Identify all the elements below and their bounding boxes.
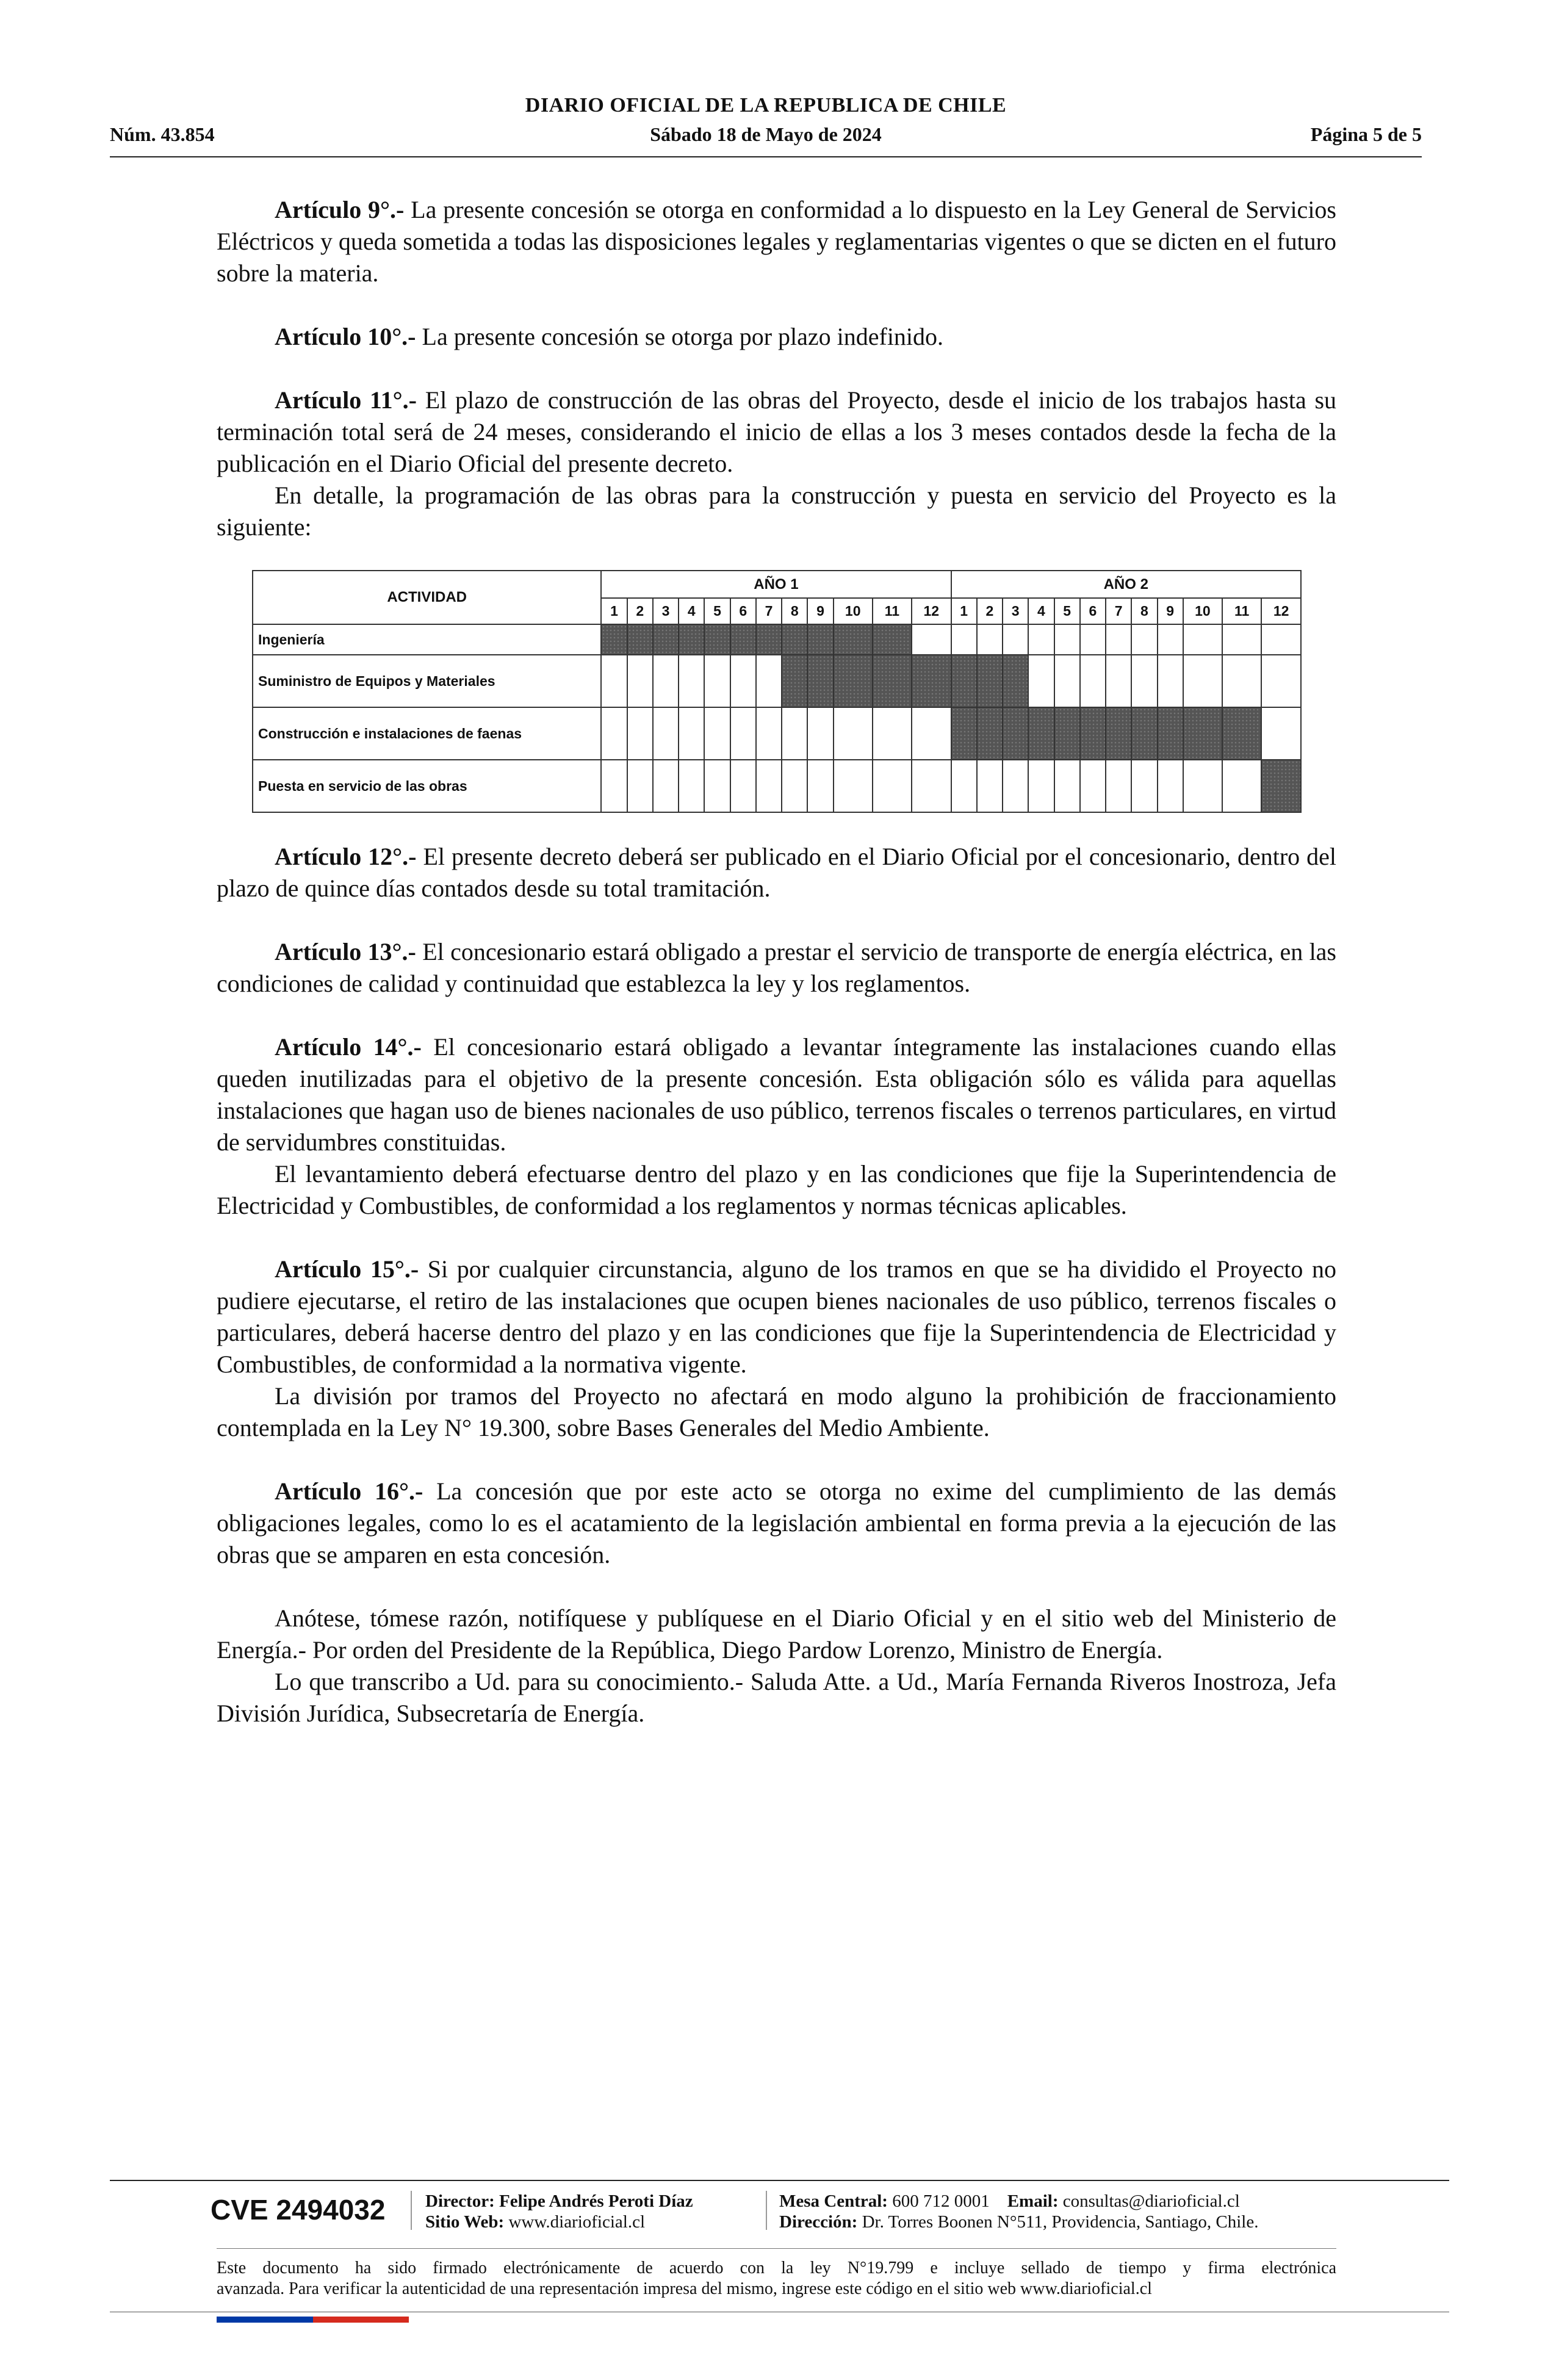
month-header: 5 [704, 598, 730, 624]
schedule-empty-cell [679, 760, 704, 812]
schedule-empty-cell [1222, 760, 1261, 812]
schedule-bar-cell [912, 655, 951, 707]
schedule-empty-cell [601, 760, 627, 812]
schedule-empty-cell [1131, 760, 1157, 812]
footer-director-block [425, 2191, 693, 2232]
schedule-row [253, 760, 1301, 812]
schedule-empty-cell [601, 707, 627, 760]
page-number: Página 5 de 5 [1310, 123, 1422, 145]
header-rule [110, 156, 1422, 157]
schedule-row [253, 655, 1301, 707]
schedule-empty-cell [1080, 624, 1106, 655]
schedule-empty-cell [977, 624, 1003, 655]
email-label: Email: [1007, 2191, 1059, 2211]
legal-notice-line: Este documento ha sido firmado electrónicamente de acuerdo con la ley N°19.799 e incluye sellado de tiempo y firma electrónica [217, 2259, 1336, 2277]
activity-column-header: ACTIVIDAD [253, 571, 601, 624]
schedule-empty-cell [782, 760, 807, 812]
schedule-empty-cell [1158, 760, 1183, 812]
article-10-text: La presente concesión se otorga por plazo indefinido. [416, 323, 944, 350]
address-text: Dr. Torres Boonen N°511, Providencia, Santiago, Chile. [862, 2212, 1259, 2232]
cve-code: CVE 2494032 [211, 2194, 386, 2226]
article-9 [217, 194, 1336, 289]
schedule-empty-cell [1261, 655, 1301, 707]
article-15-text: Si por cualquier circunstancia, alguno de los tramos en que se ha dividido el Proyecto no pudiere ejecutarse, el retiro de las instalaciones que ocupen bienes nacionales de uso público, terrenos fiscales o particulares, deberá hacerse dentro del plazo y en las condiciones que fije la Superintendencia de Electricidad y Combustibles, de conformidad a la normativa vigente. [217, 1255, 1336, 1378]
month-header: 2 [627, 598, 653, 624]
schedule-empty-cell [704, 707, 730, 760]
schedule-bar-cell [1003, 707, 1028, 760]
year-header: AÑO 2 [951, 571, 1301, 598]
article-9-title: Artículo 9°.- [275, 196, 405, 223]
schedule-bar-cell [627, 624, 653, 655]
month-header: 6 [730, 598, 756, 624]
month-header: 10 [1183, 598, 1222, 624]
activity-label: Suministro de Equipos y Materiales [253, 655, 601, 707]
schedule-empty-cell [807, 760, 833, 812]
schedule-empty-cell [730, 655, 756, 707]
schedule-empty-cell [1054, 655, 1080, 707]
schedule-bar-cell [873, 624, 912, 655]
article-11-title: Artículo 11°.- [275, 386, 417, 414]
article-11-paragraph-2: En detalle, la programación de las obras para la construcción y puesta en servicio del Proyecto es la siguiente: [217, 481, 1336, 541]
schedule-empty-cell [1222, 655, 1261, 707]
schedule-empty-cell [873, 707, 912, 760]
article-12-title: Artículo 12°.- [275, 843, 417, 870]
footer-top-rule [110, 2180, 1449, 2181]
schedule-empty-cell [1183, 624, 1222, 655]
article-15 [217, 1253, 1336, 1380]
month-header: 1 [601, 598, 627, 624]
month-header: 7 [1106, 598, 1131, 624]
schedule-empty-cell [912, 707, 951, 760]
schedule-empty-cell [627, 760, 653, 812]
schedule-empty-cell [627, 707, 653, 760]
schedule-empty-cell [756, 655, 782, 707]
schedule-empty-cell [730, 707, 756, 760]
schedule-empty-cell [1261, 707, 1301, 760]
schedule-empty-cell [951, 624, 977, 655]
schedule-bar-cell [653, 624, 679, 655]
schedule-bar-cell [873, 655, 912, 707]
schedule-empty-cell [1131, 624, 1157, 655]
schedule-bar-cell [1222, 707, 1261, 760]
month-header: 4 [1028, 598, 1054, 624]
month-header: 2 [977, 598, 1003, 624]
article-13-text: El concesionario estará obligado a prestar el servicio de transporte de energía eléctrica, en las condiciones de calidad y continuidad que establezca la ley y los reglamentos. [217, 938, 1336, 997]
schedule-empty-cell [1028, 655, 1054, 707]
month-header: 11 [873, 598, 912, 624]
schedule-empty-cell [1131, 655, 1157, 707]
schedule-bar-cell [601, 624, 627, 655]
article-12-text: El presente decreto deberá ser publicado en el Diario Oficial por el concesionario, dentro del plazo de quince días contados desde su total tramitación. [217, 843, 1336, 902]
article-9-text: La presente concesión se otorga en conformidad a lo dispuesto en la Ley General de Servicios Eléctricos y queda sometida a todas las disposiciones legales y reglamentarias vigentes o que se dicten en el futuro sobre la materia. [217, 196, 1336, 287]
schedule-empty-cell [1054, 760, 1080, 812]
schedule-empty-cell [912, 760, 951, 812]
document-body [217, 194, 1336, 1729]
month-header: 4 [679, 598, 704, 624]
schedule-empty-cell [807, 707, 833, 760]
signature-paragraph: Lo que transcribo a Ud. para su conocimiento.- Saluda Atte. a Ud., María Fernanda Riveros Inostroza, Jefa División Jurídica, Subsecretaría de Energía. [217, 1668, 1336, 1727]
schedule-bar-cell [977, 655, 1003, 707]
article-11-text: El plazo de construcción de las obras del Proyecto, desde el inicio de los trabajos hasta su terminación total será de 24 meses, considerando el inicio de ellas a los 3 meses contados desde la fecha de la publicación en el Diario Oficial del presente decreto. [217, 386, 1337, 477]
schedule-bar-cell [1131, 707, 1157, 760]
month-header: 10 [834, 598, 873, 624]
footer-address-line [779, 2212, 1258, 2232]
article-10-title: Artículo 10°.- [275, 323, 416, 350]
month-header: 11 [1222, 598, 1261, 624]
schedule-empty-cell [1158, 655, 1183, 707]
schedule-empty-cell [782, 707, 807, 760]
article-14-paragraph-2: El levantamiento deberá efectuarse dentro del plazo y en las condiciones que fije la Superintendencia de Electricidad y Combustibles, de conformidad a los reglamentos y normas técnicas aplicables. [217, 1160, 1336, 1219]
schedule-empty-cell [1003, 624, 1028, 655]
activity-label: Ingeniería [253, 624, 601, 655]
closing-paragraph: Anótese, tómese razón, notifíquese y publíquese en el Diario Oficial y en el sitio web del Ministerio de Energía.- Por orden del Presidente de la República, Diego Pardow Lorenzo, Ministro de Energía. [217, 1604, 1336, 1664]
schedule-grid [252, 570, 1302, 813]
schedule-empty-cell [834, 760, 873, 812]
schedule-bar-cell [1003, 655, 1028, 707]
schedule-bar-cell [1054, 707, 1080, 760]
schedule-empty-cell [977, 760, 1003, 812]
mesa-phone: 600 712 0001 [892, 2191, 990, 2211]
month-header: 5 [1054, 598, 1080, 624]
schedule-bar-cell [951, 707, 977, 760]
schedule-bar-cell [977, 707, 1003, 760]
schedule-empty-cell [730, 760, 756, 812]
schedule-empty-cell [704, 655, 730, 707]
schedule-empty-cell [627, 655, 653, 707]
article-15-title: Artículo 15°.- [275, 1255, 419, 1283]
footer-separator [411, 2191, 412, 2230]
month-header: 12 [1261, 598, 1301, 624]
article-16 [217, 1476, 1336, 1571]
site-link[interactable]: www.diarioficial.cl [508, 2212, 646, 2232]
month-header: 6 [1080, 598, 1106, 624]
email-link[interactable]: consultas@diarioficial.cl [1062, 2191, 1240, 2211]
footer-separator [766, 2191, 767, 2230]
construction-schedule-table [252, 570, 1336, 813]
schedule-empty-cell [1106, 624, 1131, 655]
article-12 [217, 841, 1336, 904]
flag-stripe [217, 2317, 409, 2323]
month-header: 1 [951, 598, 977, 624]
schedule-bar-cell [834, 655, 873, 707]
month-header: 3 [1003, 598, 1028, 624]
schedule-empty-cell [1106, 655, 1131, 707]
schedule-bar-cell [704, 624, 730, 655]
schedule-empty-cell [873, 760, 912, 812]
footer-website [425, 2212, 693, 2232]
schedule-bar-cell [1183, 707, 1222, 760]
schedule-empty-cell [653, 760, 679, 812]
schedule-empty-cell [834, 707, 873, 760]
schedule-bar-cell [951, 655, 977, 707]
schedule-bar-cell [807, 624, 833, 655]
footer-middle-rule [217, 2248, 1336, 2249]
schedule-empty-cell [1261, 624, 1301, 655]
activity-label: Construcción e instalaciones de faenas [253, 707, 601, 760]
schedule-empty-cell [1183, 655, 1222, 707]
article-15-paragraph-2: La división por tramos del Proyecto no afectará en modo alguno la prohibición de fraccionamiento contemplada en la Ley N° 19.300, sobre Bases Generales del Medio Ambiente. [217, 1382, 1336, 1441]
director-label: Director: [425, 2191, 495, 2211]
schedule-empty-cell [951, 760, 977, 812]
schedule-bar-cell [807, 655, 833, 707]
month-header: 7 [756, 598, 782, 624]
schedule-bar-cell [1158, 707, 1183, 760]
article-16-text: La concesión que por este acto se otorga no exime del cumplimiento de las demás obligaciones legales, como lo es el acatamiento de la legislación ambiental en forma previa a la ejecución de las obras que se amparen en esta concesión. [217, 1477, 1336, 1568]
schedule-empty-cell [1080, 760, 1106, 812]
schedule-bar-cell [756, 624, 782, 655]
schedule-row [253, 624, 1301, 655]
schedule-bar-cell [834, 624, 873, 655]
schedule-empty-cell [601, 655, 627, 707]
schedule-empty-cell [653, 655, 679, 707]
article-13 [217, 936, 1336, 1000]
schedule-bar-cell [1080, 707, 1106, 760]
schedule-row [253, 707, 1301, 760]
schedule-bar-cell [730, 624, 756, 655]
schedule-empty-cell [1054, 624, 1080, 655]
article-14 [217, 1031, 1336, 1158]
year-header: AÑO 1 [601, 571, 951, 598]
schedule-empty-cell [1028, 624, 1054, 655]
article-11 [217, 384, 1336, 480]
month-header: 3 [653, 598, 679, 624]
schedule-bar-cell [679, 624, 704, 655]
activity-label: Puesta en servicio de las obras [253, 760, 601, 812]
schedule-empty-cell [756, 707, 782, 760]
schedule-empty-cell [1028, 760, 1054, 812]
schedule-empty-cell [679, 707, 704, 760]
schedule-empty-cell [704, 760, 730, 812]
mesa-label: Mesa Central: [779, 2191, 888, 2211]
site-label: Sitio Web: [425, 2212, 505, 2232]
article-16-title: Artículo 16°.- [275, 1477, 423, 1505]
footer-contact-block [779, 2191, 1258, 2232]
schedule-empty-cell [912, 624, 951, 655]
article-10 [217, 321, 1336, 353]
schedule-bar-cell [782, 624, 807, 655]
article-14-text: El concesionario estará obligado a levantar íntegramente las instalaciones cuando ellas queden inutilizadas para el objetivo de la presente concesión. Esta obligación sólo es válida para aquellas instalaciones que hagan uso de bienes nacionales de uso público, terrenos fiscales o terrenos particulares, en virtud de servidumbres constituidas. [217, 1033, 1336, 1156]
schedule-empty-cell [679, 655, 704, 707]
article-14-title: Artículo 14°.- [275, 1033, 422, 1061]
footer-contact-line [779, 2191, 1258, 2212]
newspaper-title: DIARIO OFICIAL DE LA REPUBLICA DE CHILE [525, 94, 1007, 117]
issue-date: Sábado 18 de Mayo de 2024 [650, 123, 882, 145]
schedule-empty-cell [1080, 655, 1106, 707]
footer-director [425, 2191, 693, 2212]
flag-stripe-red [313, 2317, 409, 2323]
month-header: 9 [807, 598, 833, 624]
address-label: Dirección: [779, 2212, 858, 2232]
schedule-empty-cell [1222, 624, 1261, 655]
page-header [110, 92, 1422, 160]
director-name: Felipe Andrés Peroti Díaz [499, 2191, 693, 2211]
schedule-empty-cell [653, 707, 679, 760]
month-header: 8 [1131, 598, 1157, 624]
month-header: 9 [1158, 598, 1183, 624]
legal-notice-line: avanzada. Para verificar la autenticidad de una representación impresa del mismo, ingrese este código en el sitio web www.diarioficial.cl [217, 2279, 1152, 2298]
legal-notice [217, 2258, 1336, 2299]
schedule-empty-cell [756, 760, 782, 812]
issue-number: Núm. 43.854 [110, 123, 215, 145]
article-13-title: Artículo 13°.- [275, 938, 416, 965]
schedule-bar-cell [1028, 707, 1054, 760]
flag-stripe-blue [217, 2317, 313, 2323]
schedule-empty-cell [1158, 624, 1183, 655]
schedule-empty-cell [1106, 760, 1131, 812]
schedule-empty-cell [1003, 760, 1028, 812]
schedule-bar-cell [1106, 707, 1131, 760]
month-header: 12 [912, 598, 951, 624]
schedule-bar-cell [1261, 760, 1301, 812]
schedule-empty-cell [1183, 760, 1222, 812]
month-header: 8 [782, 598, 807, 624]
schedule-bar-cell [782, 655, 807, 707]
